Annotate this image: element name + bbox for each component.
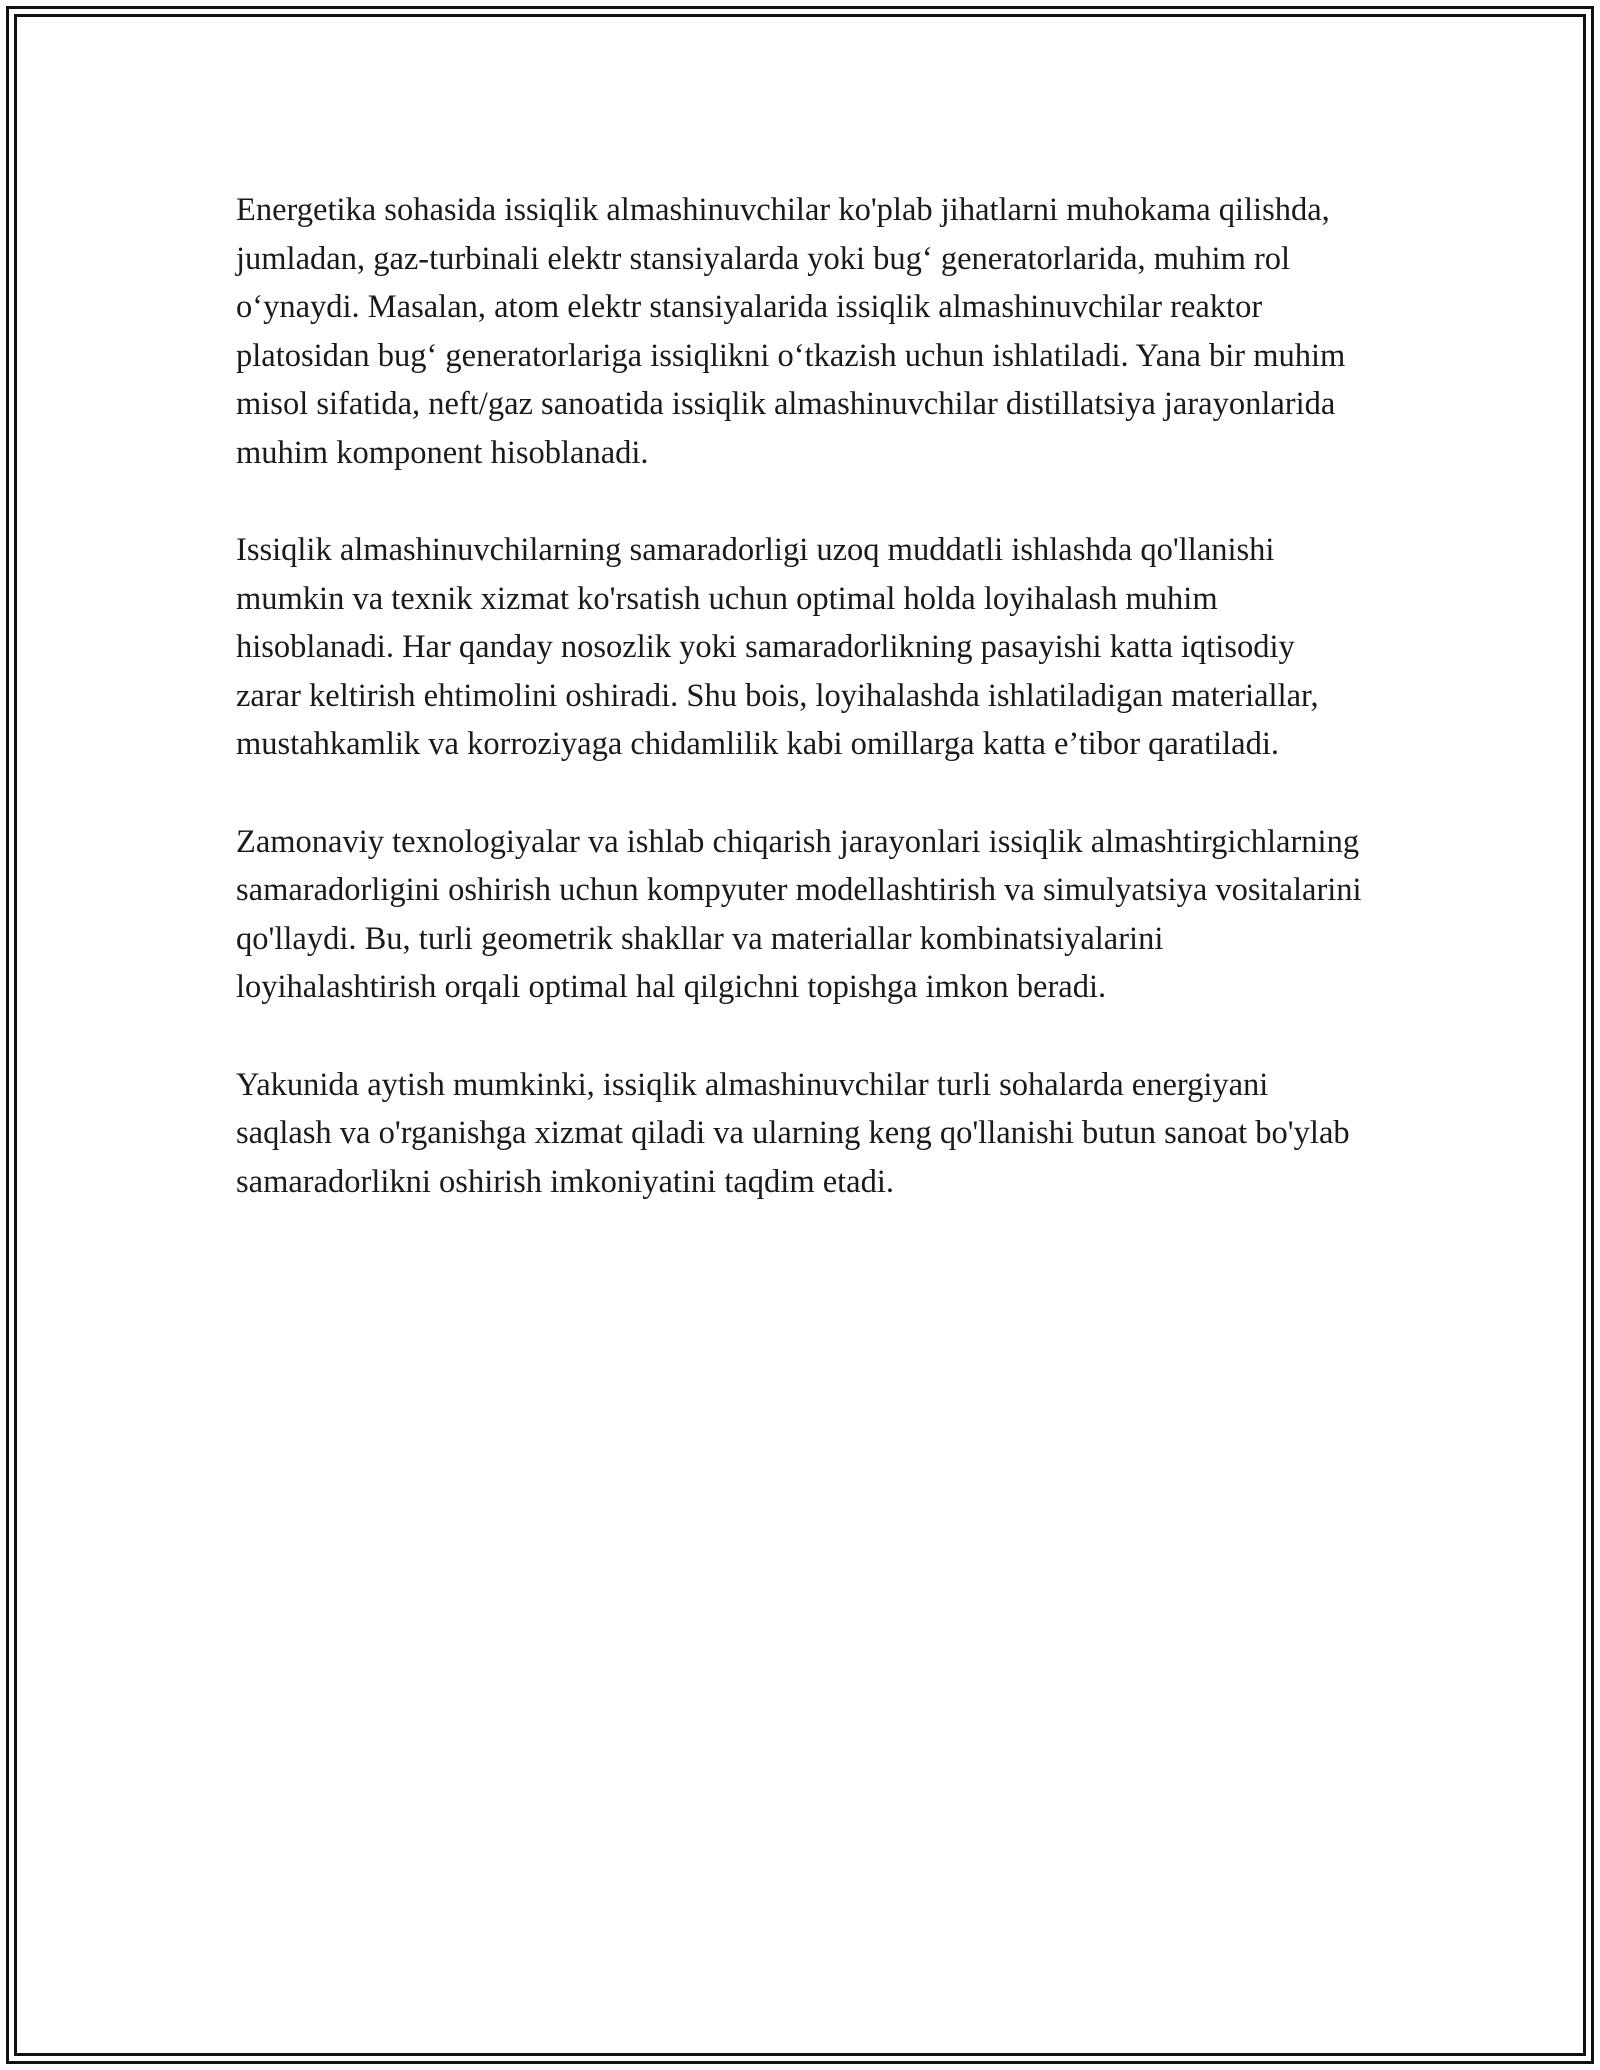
paragraph-4: Yakunida aytish mumkinki, issiqlik almashinuvchilar turli sohalarda energiyani saqlash va o'rganishga xizmat qiladi va ularning keng qo'llanishi butun sanoat bo'ylab samaradorlikni oshirish imkoniyatini taqdim etadi. <box>236 1066 1350 1200</box>
paragraph-2: Issiqlik almashinuvchilarning samaradorligi uzoq muddatli ishlashda qo'llanishi mumkin va texnik xizmat ko'rsatish uchun optimal holda loyihalash muhim hisoblanadi. Har qanday nosozlik yoki samaradorlikning pasayishi katta iqtisodiy zarar keltirish ehtimolini oshiradi. Shu bois, loyihalashda ishlatiladigan materiallar, mustahkamlik va korroziyaga chidamlilik kabi omillarga katta e’tibor qaratiladi. <box>236 532 1319 762</box>
paragraph-1: Energetika sohasida issiqlik almashinuvchilar ko'plab jihatlarni muhokama qilishda, jumladan, gaz-turbinali elektr stansiyalarda yoki bug‘ generatorlarida, muhim rol o‘ynaydi. Masalan, atom elektr stansiyalarida issiqlik almashinuvchilar reaktor platosidan bug‘ generatorlariga issiqlikni o‘tkazish uchun ishlatiladi. Yana bir muhim misol sifatida, neft/gaz sanoatida issiqlik almashinuvchilar distillatsiya jarayonlarida muhim komponent hisoblanadi. <box>236 192 1346 471</box>
document-body <box>236 186 1366 1255</box>
paragraph-3: Zamonaviy texnologiyalar va ishlab chiqarish jarayonlari issiqlik almashtirgichlarning samaradorligini oshirish uchun kompyuter modellashtirish va simulyatsiya vositalarini qo'llaydi. Bu, turli geometrik shakllar va materiallar kombinatsiyalarini loyihalashtirish orqali optimal hal qilgichni topishga imkon beradi. <box>236 823 1362 1005</box>
